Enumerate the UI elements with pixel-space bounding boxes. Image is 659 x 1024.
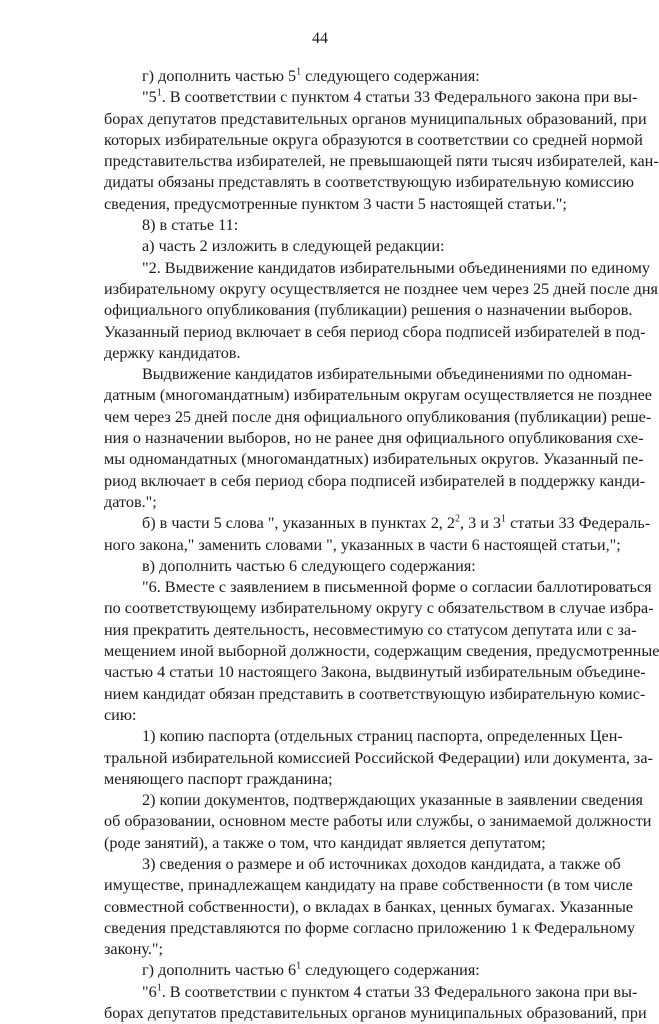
text-segment: по соответствующему избирательному округу с обязательством в случае избра-: [104, 599, 654, 618]
text-segment: борах депутатов представительных органов муниципальных образований, при: [104, 109, 647, 128]
text-line: [104, 1003, 647, 1024]
text-segment: избирательному округу осуществляется не позднее чем через 25 дней после дня: [104, 279, 658, 298]
text-line: [104, 556, 612, 577]
text-segment: об образовании, основном месте работы или службы, о занимаемой должности: [104, 812, 652, 831]
text-segment: следующего содержания:: [301, 67, 480, 85]
text-line: [104, 258, 650, 279]
text-segment: 1) копию паспорта (отдельных страниц паспорта, определенных Цен-: [142, 727, 623, 746]
superscript: 1: [156, 87, 162, 99]
text-line: [104, 428, 644, 449]
text-line: [104, 471, 646, 492]
superscript: 1: [296, 66, 302, 78]
text-segment: частью 4 статьи 10 настоящего Закона, выдвинутый избирательным объедине-: [104, 663, 646, 682]
superscript: 1: [156, 982, 162, 994]
text-segment: Выдвижение кандидатов избирательными объединениями по одноман-: [142, 365, 633, 384]
text-line: [104, 66, 612, 87]
text-segment: ния о назначении выборов, но не ранее дня официального опубликования схе-: [104, 429, 644, 448]
text-line: [104, 279, 658, 300]
text-segment: риод включает в себя период сбора подписей избирателей в поддержку канди-: [104, 471, 646, 490]
text-segment: дидаты обязаны представлять в соответствующую избирательную комиссию: [104, 173, 634, 192]
text-line: [104, 215, 612, 236]
text-line: [104, 194, 612, 215]
text-segment: , 3 и 3: [459, 514, 502, 533]
text-segment: "2. Выдвижение кандидатов избирательными объединениями по единому: [142, 258, 650, 277]
text-segment: закону.";: [104, 940, 164, 959]
text-segment: нием кандидат обязан представить в соответствующую избирательную комис-: [104, 684, 646, 703]
text-segment: а) часть 2 изложить в следующей редакции:: [142, 237, 445, 256]
text-segment: 2) копии документов, подтверждающих указанные в заявлении сведения: [142, 791, 643, 810]
text-segment: сию:: [104, 705, 137, 724]
text-segment: мещением иной выборной должности, содержащим сведения, предусмотренные: [104, 642, 659, 661]
superscript: 1: [296, 961, 302, 973]
text-segment: официального опубликования (публикации) решения о назначении выборов.: [104, 301, 633, 320]
text-line: [104, 684, 646, 705]
text-segment: чем через 25 дней после дня официального опубликования (публикации) реше-: [104, 407, 652, 426]
text-segment: ния прекратить деятельность, несовместимую со статусом депутата или с за-: [104, 620, 637, 639]
text-line: [104, 577, 652, 598]
text-segment: мы одномандатных (многомандатных) избирательных округов. Указанный пе-: [104, 450, 644, 469]
text-segment: представительства избирателей, не превышающей пяти тысяч избирателей, кан-: [104, 152, 659, 171]
text-segment: . В соответствии с пунктом 4 статьи 33 Федерального закона при вы-: [161, 88, 638, 107]
text-segment: в) дополнить частью 6 следующего содержания:: [142, 556, 476, 575]
text-line: [104, 620, 637, 641]
text-segment: датным (многомандатным) избирательным округам осуществляется не позднее: [104, 386, 652, 405]
text-line: [104, 343, 612, 364]
text-line: [104, 449, 644, 470]
text-line: [104, 748, 653, 769]
text-segment: "5: [142, 88, 157, 107]
text-segment: г) дополнить частью 6: [142, 961, 297, 980]
text-segment: "6. Вместе с заявлением в письменной форме о согласии баллотироваться: [142, 578, 652, 597]
text-line: [104, 172, 634, 193]
text-segment: сведения, предусмотренные пунктом 3 части 5 настоящей статьи.";: [104, 194, 567, 213]
text-line: [104, 87, 638, 108]
text-segment: (роде занятий), а также о том, что кандидат является депутатом;: [104, 833, 546, 852]
text-line: [104, 641, 659, 662]
text-line: [104, 897, 634, 918]
text-line: [104, 939, 612, 960]
text-line: [104, 811, 652, 832]
text-line: [104, 151, 659, 172]
text-line: [104, 407, 652, 428]
text-line: [104, 535, 621, 556]
text-line: [104, 833, 612, 854]
text-line: [104, 130, 643, 151]
superscript: 1: [501, 513, 507, 525]
text-line: [104, 385, 652, 406]
text-line: [104, 109, 647, 130]
text-line: [104, 918, 636, 939]
page-number: 44: [312, 30, 328, 47]
text-line: [104, 769, 612, 790]
text-segment: сведения представляются по форме согласно приложению 1 к Федеральному: [104, 918, 636, 937]
text-segment: статьи 33 Федераль-: [506, 514, 651, 533]
text-segment: тральной избирательной комиссией Российской Федерации) или документа, за-: [104, 748, 653, 767]
text-segment: меняющего паспорт гражданина;: [104, 769, 333, 788]
text-line: [104, 513, 651, 534]
text-line: [104, 598, 654, 619]
text-line: [104, 790, 643, 811]
text-line: [104, 364, 633, 385]
text-line: [104, 960, 612, 981]
text-segment: "6: [142, 982, 157, 1001]
text-line: [104, 236, 612, 257]
text-segment: держку кандидатов.: [104, 343, 241, 362]
text-line: [104, 492, 612, 513]
text-segment: датов.";: [104, 492, 157, 511]
text-line: [104, 726, 623, 747]
superscript: 2: [454, 513, 460, 525]
text-segment: борах депутатов представительных органов муниципальных образований, при: [104, 1004, 647, 1023]
text-segment: имуществе, принадлежащем кандидату на праве собственности (в том числе: [104, 876, 633, 895]
text-segment: Указанный период включает в себя период сбора подписей избирателей в под-: [104, 322, 646, 341]
text-segment: 8) в статье 11:: [142, 216, 239, 235]
text-segment: . В соответствии с пунктом 4 статьи 33 Федерального закона при вы-: [161, 982, 638, 1001]
text-segment: совместной собственности), о вкладах в банках, ценных бумагах. Указанные: [104, 897, 634, 916]
text-line: [104, 322, 646, 343]
text-line: [104, 854, 621, 875]
text-line: [104, 662, 646, 683]
text-segment: 3) сведения о размере и об источниках доходов кандидата, а также об: [142, 854, 621, 873]
document-body: [104, 66, 659, 1024]
text-segment: ного закона," заменить словами ", указанных в части 6 настоящей статьи,";: [104, 535, 621, 554]
text-line: [104, 982, 638, 1003]
text-segment: которых избирательные округа образуются в соответствии со средней нормой: [104, 130, 643, 149]
text-segment: следующего содержания:: [301, 961, 480, 980]
text-segment: б) в части 5 слова ", указанных в пунктах 2, 2: [142, 514, 455, 533]
text-line: [104, 875, 633, 896]
text-line: [104, 705, 612, 726]
text-segment: г) дополнить частью 5: [142, 67, 297, 85]
text-line: [104, 300, 633, 321]
